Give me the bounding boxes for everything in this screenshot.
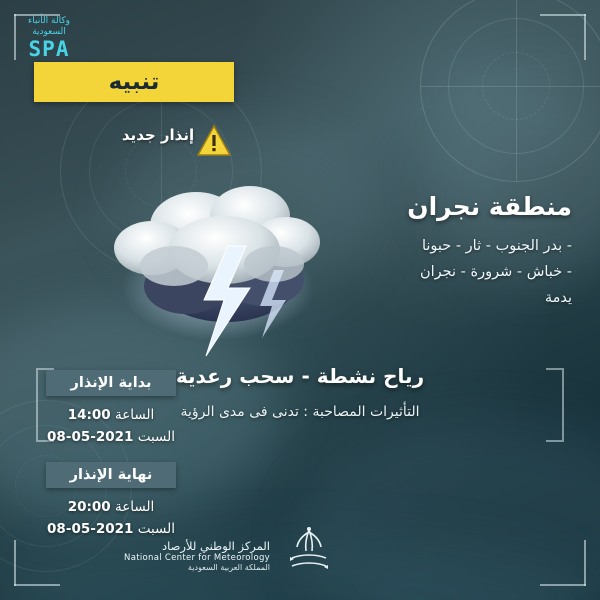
saudi-emblem-palm-swords-icon — [286, 524, 332, 576]
region-area-line: - خباش - شرورة - نجران — [419, 264, 572, 280]
alert-end-box — [46, 462, 176, 488]
ncm-name-block — [70, 539, 270, 572]
region-areas — [407, 233, 572, 311]
alert-banner-label: تنبيه — [108, 69, 160, 95]
new-alert-label: إنذار جديد — [121, 126, 195, 144]
alert-start-day: السبت — [137, 429, 175, 445]
alert-end-label: نهاية الإنذار — [69, 467, 153, 483]
region-title: منطقة نجران — [407, 192, 572, 221]
alert-end-day: السبت — [137, 521, 175, 537]
spa-logo-icon — [18, 16, 80, 60]
corner-bracket — [528, 14, 586, 72]
alert-start-time-row — [46, 404, 176, 426]
ncm-country: المملكة العربية السعودية — [187, 563, 270, 572]
alert-start-date-row — [46, 426, 176, 448]
region-area-line: - بدر الجنوب - ثار - حبونا — [421, 238, 572, 254]
radar-circle-decoration — [420, 0, 600, 182]
spa-logo-latin: SPA — [28, 37, 70, 61]
alert-start-label: بداية الإنذار — [70, 375, 152, 391]
region-block — [407, 192, 572, 311]
ncm-english-name: National Center for Meteorology — [124, 553, 270, 563]
alert-start-time-label: الساعة — [114, 407, 155, 423]
footer — [0, 524, 600, 578]
region-area-line: يدمة — [544, 290, 572, 306]
warning-triangle-icon — [196, 124, 232, 158]
alert-effects: التأثيرات المصاحبة : تدنى فى مدى الرؤية — [180, 404, 420, 420]
alert-start-time-value: 14:00 — [67, 407, 111, 423]
alert-start-details — [46, 404, 176, 448]
alert-banner — [34, 62, 234, 102]
alert-headline: رياح نشطة - سحب رعدية — [175, 364, 425, 388]
ncm-arabic-name: المركز الوطني للأرصاد — [162, 539, 270, 553]
alert-end-date: 2021-05-08 — [47, 521, 134, 537]
alert-end-time-value: 20:00 — [67, 499, 111, 515]
thunderstorm-cloud-icon — [78, 160, 348, 360]
alert-end-time-row — [46, 496, 176, 518]
spa-logo-arabic: وكالة الأنباء السعودية — [28, 16, 70, 37]
alert-end-time-label: الساعة — [114, 499, 155, 515]
alert-start-date: 2021-05-08 — [47, 429, 134, 445]
alert-start-box — [46, 370, 176, 396]
